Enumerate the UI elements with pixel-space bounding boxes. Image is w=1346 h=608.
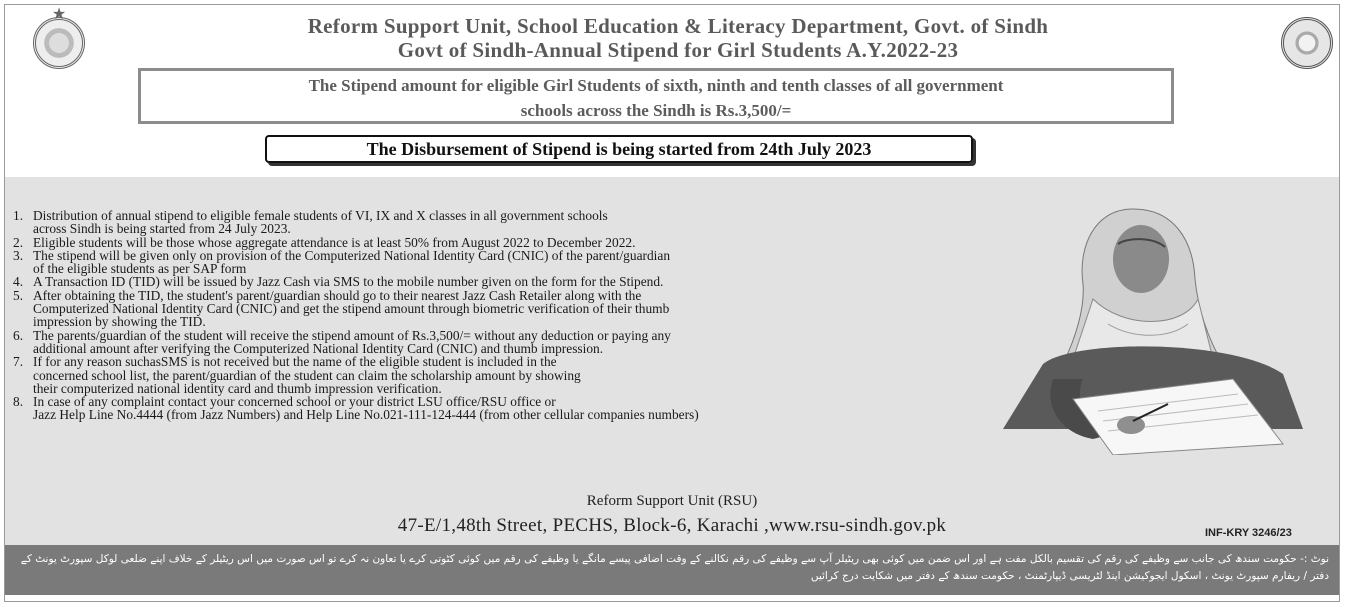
instruction-item bbox=[13, 289, 1043, 329]
instruction-item bbox=[13, 329, 1043, 356]
instruction-number: 4. bbox=[13, 274, 24, 290]
instruction-line: Eligible students will be those whose aggregate attendance is at least 50% from August 2022 to December 2022. bbox=[33, 234, 636, 250]
organization-address: 47-E/1,48th Street, PECHS, Block-6, Karachi ,www.rsu-sindh.gov.pk bbox=[397, 515, 947, 536]
content-band bbox=[5, 177, 1339, 545]
urdu-note-line-1: نوٹ :- حکومت سندھ کی جانب سے وظیفے کی رقم کی تقسیم بالکل مفت ہے اور اس ضمن میں کوئی بھی ریٹیلر آپ سے وظیفے کی رقم نکالنے کے وقت اضافی پیسے مانگے یا وظیفے کی رقم میں کوئی کٹوتی کرے یا تعاون نہ کرے تو اس صورت میں اس ریٹیلر کے خلاف اپنے ضلعی لوکل سپورٹ یونٹ کے bbox=[20, 553, 1329, 565]
instruction-line: Distribution of annual stipend to eligible female students of VI, IX and X classes in all government schools bbox=[33, 208, 608, 223]
instruction-line: After obtaining the TID, the student's parent/guardian should go to their nearest Jazz Cash Retailer along with the bbox=[33, 287, 642, 303]
instructions-list bbox=[13, 209, 1043, 422]
instruction-line: In case of any complaint contact your concerned school or your district LSU office/RSU office or bbox=[33, 394, 556, 410]
instruction-line: The stipend will be given only on provision of the Computerized National Identity Card (CNIC) of the parent/guardian bbox=[33, 247, 671, 263]
instruction-line: impression by showing the TID. bbox=[33, 314, 206, 330]
instruction-number: 5. bbox=[13, 287, 24, 303]
stipend-amount-line-1: The Stipend amount for eligible Girl Students of sixth, ninth and tenth classes of all government bbox=[308, 76, 1004, 95]
instruction-line: additional amount after verifying the Computerized National Identity Card (CNIC) and thumb impression. bbox=[33, 340, 604, 356]
instruction-item bbox=[13, 236, 1043, 249]
instruction-number: 6. bbox=[13, 327, 24, 343]
instruction-number: 1. bbox=[13, 208, 24, 223]
page-subtitle: Govt of Sindh-Annual Stipend for Girl Students A.Y.2022-23 bbox=[397, 38, 959, 62]
girl-student-writing-photo bbox=[983, 189, 1313, 455]
instruction-item bbox=[13, 395, 1043, 422]
rsu-seal-icon bbox=[1281, 17, 1333, 69]
instruction-line: of the eligible students as per SAP form bbox=[33, 261, 247, 277]
instruction-item bbox=[13, 355, 1043, 395]
instruction-line: If for any reason suchasSMS is not received but the name of the eligible student is included in the bbox=[33, 354, 557, 370]
reference-code: INF-KRY 3246/23 bbox=[1205, 527, 1292, 539]
instruction-line: The parents/guardian of the student will receive the stipend amount of Rs.3,500/= without any deduction or paying any bbox=[33, 327, 671, 343]
page-title: Reform Support Unit, School Education & Literacy Department, Govt. of Sindh bbox=[307, 14, 1049, 38]
instruction-line: their computerized national identity card and thumb impression verification. bbox=[33, 380, 442, 396]
instruction-item bbox=[13, 249, 1043, 276]
advertisement bbox=[4, 4, 1340, 602]
instruction-number: 3. bbox=[13, 247, 24, 263]
instruction-line: concerned school list, the parent/guardian of the student can claim the scholarship amount by showing bbox=[33, 367, 581, 383]
disbursement-banner: The Disbursement of Stipend is being started from 24th July 2023 bbox=[265, 135, 973, 163]
stipend-amount-line-2: schools across the Sindh is Rs.3,500/= bbox=[520, 101, 792, 120]
urdu-note-line-2: دفتر / ریفارم سپورٹ یونٹ ، اسکول ایجوکیشن اینڈ لٹریسی ڈیپارٹمنٹ ، حکومت سندھ کے دفتر میں شکایت درج کرائیں bbox=[810, 570, 1329, 582]
instruction-item bbox=[13, 209, 1043, 236]
urdu-note bbox=[5, 545, 1339, 595]
instruction-number: 8. bbox=[13, 394, 24, 410]
instruction-line: Jazz Help Line No.4444 (from Jazz Numbers) and Help Line No.021-111-124-444 (from other cellular companies numbers) bbox=[33, 407, 699, 423]
instruction-number: 2. bbox=[13, 234, 24, 250]
sindh-government-seal-icon: ★ bbox=[33, 17, 85, 69]
organization-name: Reform Support Unit (RSU) bbox=[586, 493, 758, 509]
instruction-line: across Sindh is being started from 24 July 2023. bbox=[33, 221, 291, 237]
instruction-number: 7. bbox=[13, 354, 24, 370]
instruction-line: Computerized National Identity Card (CNIC) and get the stipend amount through biometric verification of their thumb bbox=[33, 301, 670, 317]
instruction-line: A Transaction ID (TID) will be issued by Jazz Cash via SMS to the mobile number given on the form for the Stipend. bbox=[33, 274, 664, 290]
instruction-item bbox=[13, 275, 1043, 288]
stipend-amount-box bbox=[138, 68, 1174, 124]
